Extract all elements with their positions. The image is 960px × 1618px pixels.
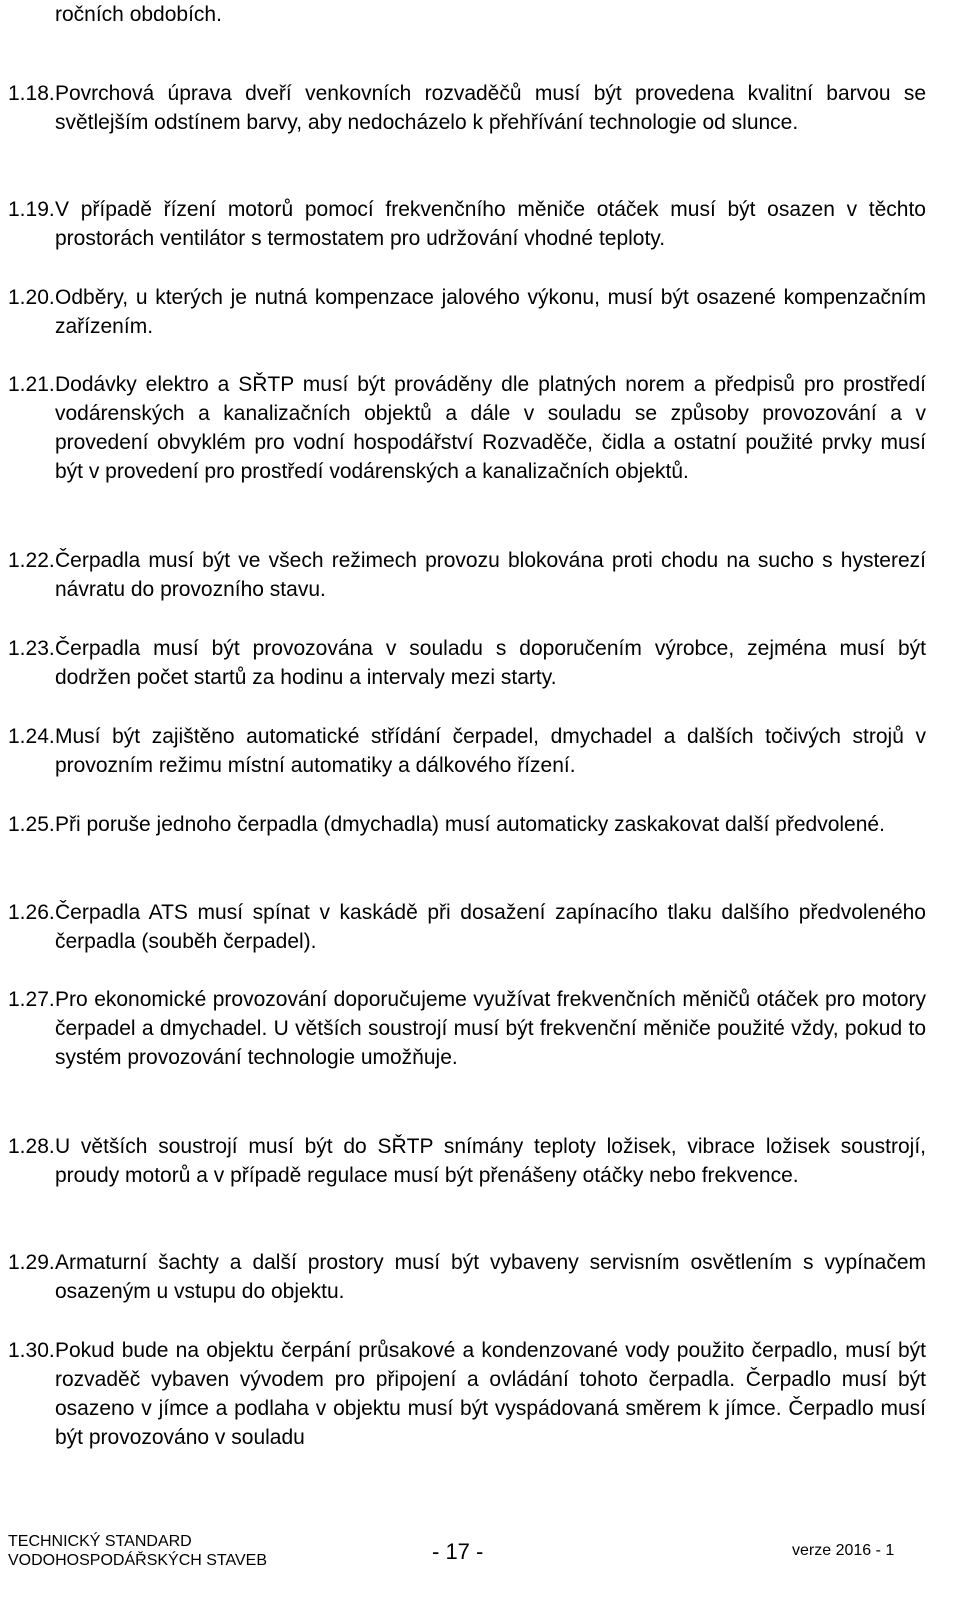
item-text: Odběry, u kterých je nutná kompenzace jalového výkonu, musí být osazené kompenzačním zařízením. — [55, 286, 926, 338]
item-number: 1.30. — [8, 1339, 55, 1362]
footer-standard-title — [8, 1532, 267, 1570]
item-text: Čerpadla musí být provozována v souladu s doporučením výrobce, zejména musí být dodržen počet startů za hodinu a intervaly mezi starty. — [55, 637, 926, 689]
item-text: Čerpadla ATS musí spínat v kaskádě při dosažení zapínacího tlaku dalšího předvoleného čerpadla (souběh čerpadel). — [55, 901, 926, 953]
item-text: V případě řízení motorů pomocí frekvenčního měniče otáček musí být osazen v těchto prostorách ventilátor s termostatem pro udržování vhodné teploty. — [55, 198, 926, 250]
item-number: 1.18. — [8, 82, 55, 105]
item-number: 1.23. — [8, 637, 55, 660]
footer-title-line-2: VODOHOSPODÁŘSKÝCH STAVEB — [8, 1552, 268, 1569]
item-text: Povrchová úprava dveří venkovních rozvaděčů musí být provedena kvalitní barvou se světlejším odstínem barvy, aby nedocházelo k přehřívání technologie od slunce. — [55, 82, 926, 134]
continued-text: ročních obdobích. — [55, 3, 222, 26]
version-label: verze 2016 - 1 — [792, 1542, 895, 1559]
item-number: 1.25. — [8, 813, 55, 836]
item-text: Čerpadla musí být ve všech režimech provozu blokována proti chodu na sucho s hysterezí návratu do provozního stavu. — [55, 549, 926, 601]
item-number: 1.26. — [8, 901, 55, 924]
item-number: 1.29. — [8, 1251, 55, 1274]
item-text: Pokud bude na objektu čerpání průsakové a kondenzované vody použito čerpadlo, musí být rozvaděč vybaven vývodem pro připojení a ovládání tohoto čerpadla. Čerpadlo musí být osazeno v jímce a podlaha v objektu musí být vyspádovaná směrem k jímce. Čerpadlo musí být provozováno v souladu — [55, 1339, 926, 1449]
item-text: Pro ekonomické provozování doporučujeme využívat frekvenčních měničů otáček pro motory čerpadel a dmychadel. U větších soustrojí musí být frekvenční měniče použité vždy, pokud to systém provozování technologie umožňuje. — [55, 988, 926, 1069]
item-number: 1.20. — [8, 286, 55, 309]
item-number: 1.24. — [8, 725, 55, 748]
item-text: Při poruše jednoho čerpadla (dmychadla) musí automaticky zaskakovat další předvolené. — [55, 813, 885, 836]
item-text: Musí být zajištěno automatické střídání čerpadel, dmychadel a dalších točivých strojů v provozním režimu místní automatiky a dálkového řízení. — [55, 725, 926, 777]
page-number: - 17 - — [432, 1539, 484, 1564]
item-number: 1.27. — [8, 988, 55, 1011]
item-text: U větších soustrojí musí být do SŘTP snímány teploty ložisek, vibrace ložisek soustrojí, proudy motorů a v případě regulace musí být přenášeny otáčky nebo frekvence. — [55, 1135, 926, 1187]
footer-title-line-1: TECHNICKÝ STANDARD — [8, 1533, 192, 1550]
item-number: 1.21. — [8, 373, 55, 396]
item-text: Armaturní šachty a další prostory musí být vybaveny servisním osvětlením s vypínačem osazeným u vstupu do objektu. — [55, 1251, 926, 1303]
item-number: 1.28. — [8, 1135, 55, 1158]
item-number: 1.19. — [8, 198, 55, 221]
item-number: 1.22. — [8, 549, 55, 572]
item-text: Dodávky elektro a SŘTP musí být prováděny dle platných norem a předpisů pro prostředí vodárenských a kanalizačních objektů a dále v souladu se způsoby provozování a v provedení obvyklém pro vodní hospodářství Rozvaděče, čidla a ostatní použité prvky musí být v provedení pro prostředí vodárenských a kanalizačních objektů. — [55, 373, 926, 483]
